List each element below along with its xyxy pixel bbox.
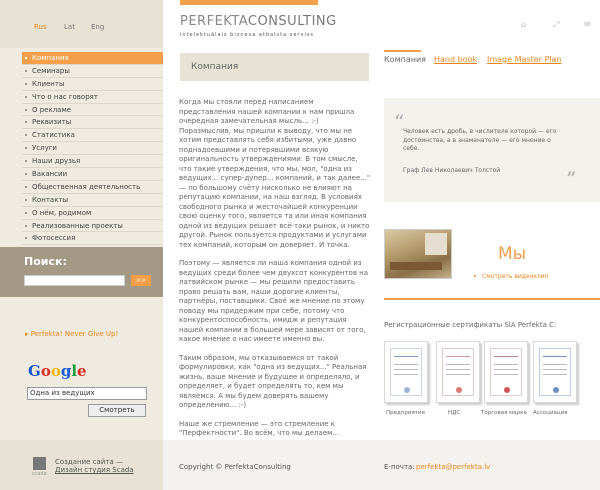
nav-item-requisites[interactable]: Реквизиты	[22, 116, 163, 129]
lang-eng[interactable]: Eng	[91, 23, 105, 31]
paragraph: Когда мы стояли перед написанием представления нашей компании к нам пришла очередная замечательная мысль... :-) Поразмыслив, мы пришли к выводу, что мы не хотим представлять себя избитыми, уже давно поднадоевшими и потерявшими всякую оригинальность утверждениями. В том смысле, что такие утверждения, что мы, мол, "одна из ведущих... супер-дупер... компаний, и так далее..." — по большому счёту нисколько не влияют на репутацию компании, на наш взгляд. В условиях свободного рынка и жесточайшей конкуренции свою оценку того, является та или иная компания одной из ведущих решает всё-таки рынок, и никто другой. Рынок пользуется продуктами и услугами тех компаний, которым он доверяет. И точка.	[179, 98, 371, 249]
made-by-line1: Создание сайта —	[55, 458, 123, 466]
certificates-title: Регистрационные сертификаты SIA Perfekta C:	[384, 321, 557, 329]
certificate-label: Торговая марка	[481, 410, 527, 416]
main-content	[179, 98, 372, 448]
nav-item-vacancies[interactable]: Вакансии	[22, 168, 163, 181]
google-logo: Google	[28, 362, 87, 380]
quote-close-icon: ”	[566, 167, 577, 191]
nav-item-contacts[interactable]: Контакты	[22, 194, 163, 207]
google-search-input[interactable]: Одна из ведущих	[27, 387, 147, 400]
nav-item-public-activity[interactable]: Общественная деятельность	[22, 181, 163, 194]
nav-item-statistics[interactable]: Статистика	[22, 129, 163, 142]
arrow-right-icon: ▸	[25, 330, 31, 338]
certificate-association[interactable]	[533, 341, 577, 403]
copyright: Copyright © PerfektaConsulting	[179, 463, 291, 471]
nav-item-photosession[interactable]: Фотосессия	[22, 232, 163, 245]
paragraph: Наше же стремление — это стремление к "Перфектности". Во всём, что мы делаем...	[179, 419, 340, 437]
tab-image-master-plan[interactable]: Image Master Plan	[487, 55, 562, 64]
google-search-button[interactable]: Смотреть	[88, 404, 146, 417]
promo-link[interactable]	[25, 330, 118, 338]
office-photo-window	[425, 233, 447, 255]
paragraph: Таким образом, мы отказываемся от такой формулировки, как "одна из ведущих..." Реальная жизнь, ваше мнение и будущее и определяло, и определяет, и будет определять то, кем мы являемся. А мы будем доверять вашему определению... :-)	[179, 353, 367, 409]
search-go-button[interactable]: >>	[131, 275, 151, 286]
tab-handbook[interactable]: Hand book	[434, 55, 478, 64]
video-title: Мы	[498, 244, 527, 264]
promo-link-text: Perfekta! Never Give Up!	[30, 330, 119, 338]
nav-item-company[interactable]: Компания	[22, 52, 163, 65]
arrow-right-icon: ▸	[474, 273, 477, 279]
nav-item-clients[interactable]: Клиенты	[22, 78, 163, 91]
email-link[interactable]: perfekta@perfekta.lv	[416, 463, 491, 471]
tab-company[interactable]: Компания	[384, 55, 426, 64]
scada-logo-icon[interactable]	[33, 457, 46, 470]
search-input[interactable]	[24, 275, 125, 286]
logo-accent-bar	[180, 0, 318, 5]
office-photo-desk	[390, 262, 442, 270]
nav-item-advertising[interactable]: О рекламе	[22, 104, 163, 117]
paragraph: Поэтому — является ли наша компания одной из ведущих среди более чем двухсот конкурентов на латвийском рынке — мы решили предоставить право решать вам, наши дорогие клиенты, партнёры, поставщики. Своё же мнение по этому поводу мы придержим при себе, потому что конкурентоспособность, имидж и репутация нашей компании в большей мере зависят от того, какое мнение о нас имеете именно вы.	[179, 259, 369, 343]
watch-video-link[interactable]: Смотреть видеоклип	[482, 273, 549, 280]
certificate-vat[interactable]	[436, 341, 480, 403]
sidebar-nav	[22, 52, 163, 245]
email-label: E-почта:	[384, 463, 415, 471]
certificate-enterprise[interactable]	[384, 341, 428, 403]
made-by	[55, 458, 134, 474]
logo-brand-2: CONSULTING	[247, 14, 337, 29]
nav-item-services[interactable]: Услуги	[22, 142, 163, 155]
logo-brand: PERFEKTA	[180, 14, 248, 29]
certificate-trademark[interactable]	[484, 341, 528, 403]
logo-tagline: intelektuālais biznesa atbalsta serviss	[180, 32, 315, 38]
quote-open-icon: “	[394, 110, 405, 134]
nav-item-friends[interactable]: Наши друзья	[22, 155, 163, 168]
design-studio-link[interactable]: Дизайн студия Scada	[55, 466, 134, 474]
certificate-label: Предприятия	[386, 410, 425, 416]
lang-lat[interactable]: Lat	[64, 23, 75, 31]
quote-author: Граф Лев Николаевич Толстой	[403, 167, 501, 174]
home-icon[interactable]: ⌂	[521, 20, 527, 29]
section-divider	[384, 298, 600, 300]
site-logo[interactable]	[180, 14, 337, 29]
mail-icon[interactable]: ✉	[584, 20, 591, 29]
certificate-label: Ассоциация	[533, 410, 568, 416]
nav-item-seminars[interactable]: Семинары	[22, 65, 163, 78]
expand-icon[interactable]: ⤢	[553, 20, 560, 29]
language-bar	[0, 0, 163, 48]
lang-rus[interactable]: Rus	[34, 23, 47, 31]
search-title: Поиск:	[24, 255, 67, 268]
scada-label: scada	[32, 471, 47, 477]
nav-item-projects[interactable]: Реализованные проекты	[22, 220, 163, 233]
nav-item-about-him[interactable]: О нём, родимом	[22, 207, 163, 220]
nav-item-testimonials[interactable]: Что о нас говорят	[22, 91, 163, 104]
page-title: Компания	[191, 62, 239, 72]
quote-text: Человек есть дробь, в числителе которой — его достоинства, а в знаменателе — его мнение о себе.	[403, 128, 557, 152]
active-tab-indicator	[384, 50, 421, 52]
certificate-label: НДС	[448, 410, 461, 416]
